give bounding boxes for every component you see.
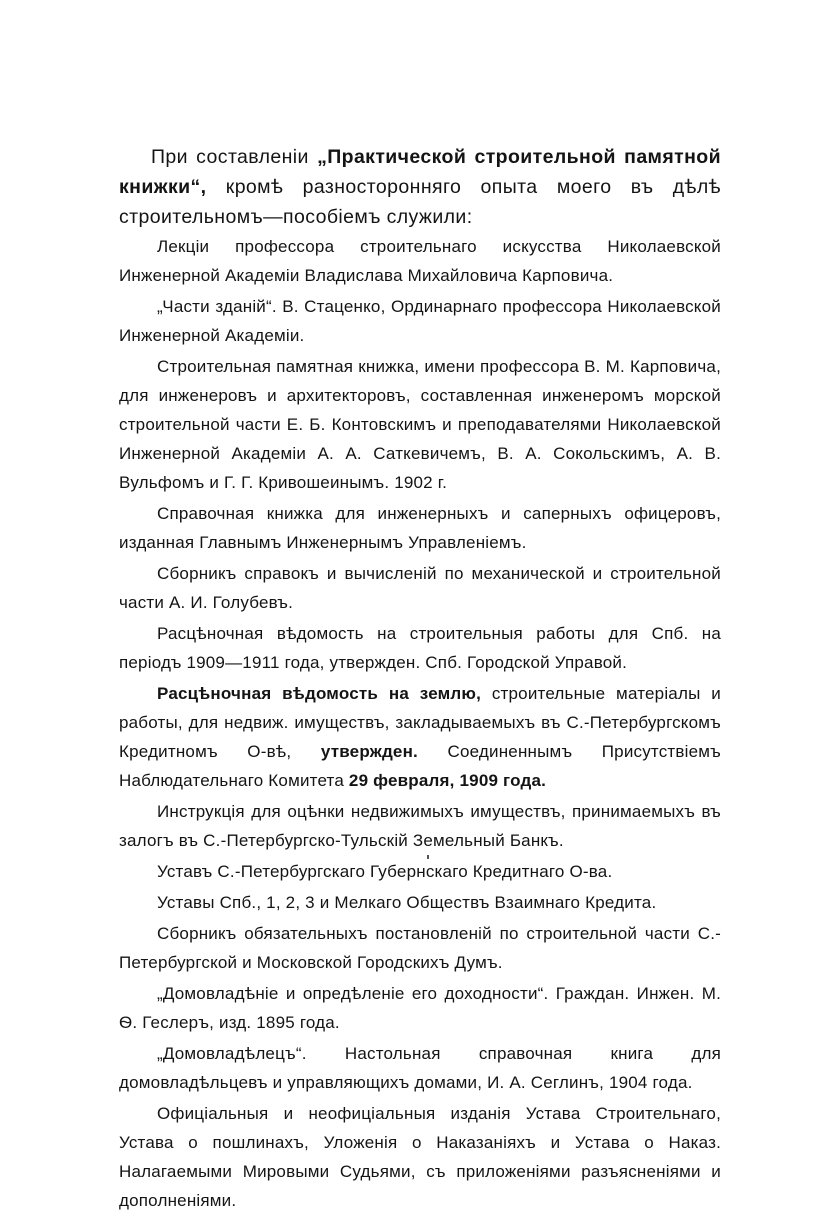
vedomost-text-1: строительные матеріалы и работы, для недвиж. имуществъ, закладываемыхъ въ С.-Петербургскомъ Кредитномъ О-вѣ, <box>119 684 721 761</box>
vedomost-approved: утвержден. <box>320 742 418 761</box>
intro-text-1: При составленіи <box>151 146 318 168</box>
source-item: Офиціальныя и неофиціальныя изданія Устава Строительнаго, Устава о пошлинахъ, Уложенія о Наказаніяхъ и Устава о Наказ. Налагаемыми Мировыми Судьями, съ приложеніями разъясненіями и дополненіями. <box>119 1104 721 1210</box>
source-item: „Части зданій“. В. Стаценко, Ординарнаго профессора Николаевской Инженерной Академіи. <box>119 297 721 345</box>
print-speck <box>427 855 429 859</box>
book-title: „Практической строительной памятной книжки“, <box>119 146 721 198</box>
intro-paragraph <box>119 142 721 232</box>
source-item: Сборникъ справокъ и вычисленій по механической и строительной части А. И. Голубевъ. <box>119 564 721 612</box>
source-item: „Домовладѣніе и опредѣленіе его доходности“. Граждан. Инжен. М. Ѳ. Геслеръ, изд. 1895 года. <box>119 984 721 1032</box>
intro-text-2: кромѣ разносторонняго опыта моего въ дѣлѣ строительномъ—пособіемъ служили: <box>119 176 721 228</box>
vedomost-text-2: Соединеннымъ Присутствіемъ Наблюдательнаго Комитета <box>119 742 721 790</box>
source-item: Строительная памятная книжка, имени профессора В. М. Карповича, для инженеровъ и архитекторовъ, составленная инженеромъ морской строительной части Е. Б. Контовскимъ и преподавателями Николаевской Инженерной Академіи А. А. Саткевичемъ, В. А. Сокольскимъ, А. В. Вульфомъ и Г. Г. Кривошеинымъ. 1902 г. <box>119 357 721 492</box>
source-item-vedomost <box>119 679 721 795</box>
source-item: Инструкція для оцѣнки недвижимыхъ имуществъ, принимаемыхъ въ залогъ въ С.-Петербургско-Тульскій Земельный Банкъ. <box>119 802 721 850</box>
source-item: Справочная книжка для инженерныхъ и саперныхъ офицеровъ, изданная Главнымъ Инженернымъ Управленіемъ. <box>119 504 721 552</box>
source-item: Расцѣночная вѣдомость на строительныя работы для Спб. на періодъ 1909—1911 года, утвержден. Спб. Городской Управой. <box>119 624 721 672</box>
source-item: Сборникъ обязательныхъ постановленій по строительной части С.-Петербургской и Московской Городскихъ Думъ. <box>119 924 721 972</box>
preface-text <box>119 142 721 1217</box>
vedomost-title: Расцѣночная вѣдомость на землю, <box>157 684 482 703</box>
source-item: Уставъ С.-Петербургскаго Губернскаго Кредитнаго О-ва. <box>157 862 613 881</box>
vedomost-date: 29 февраля, 1909 года. <box>348 771 547 790</box>
source-item: Лекціи профессора строительнаго искусства Николаевской Инженерной Академіи Владислава Михайловича Карповича. <box>119 237 721 285</box>
source-item: „Домовладѣлецъ“. Настольная справочная книга для домовладѣльцевъ и управляющихъ домами, И. А. Сеглинъ, 1904 года. <box>119 1044 721 1092</box>
source-item: Уставы Спб., 1, 2, 3 и Мелкаго Обществъ Взаимнаго Кредита. <box>157 893 657 912</box>
